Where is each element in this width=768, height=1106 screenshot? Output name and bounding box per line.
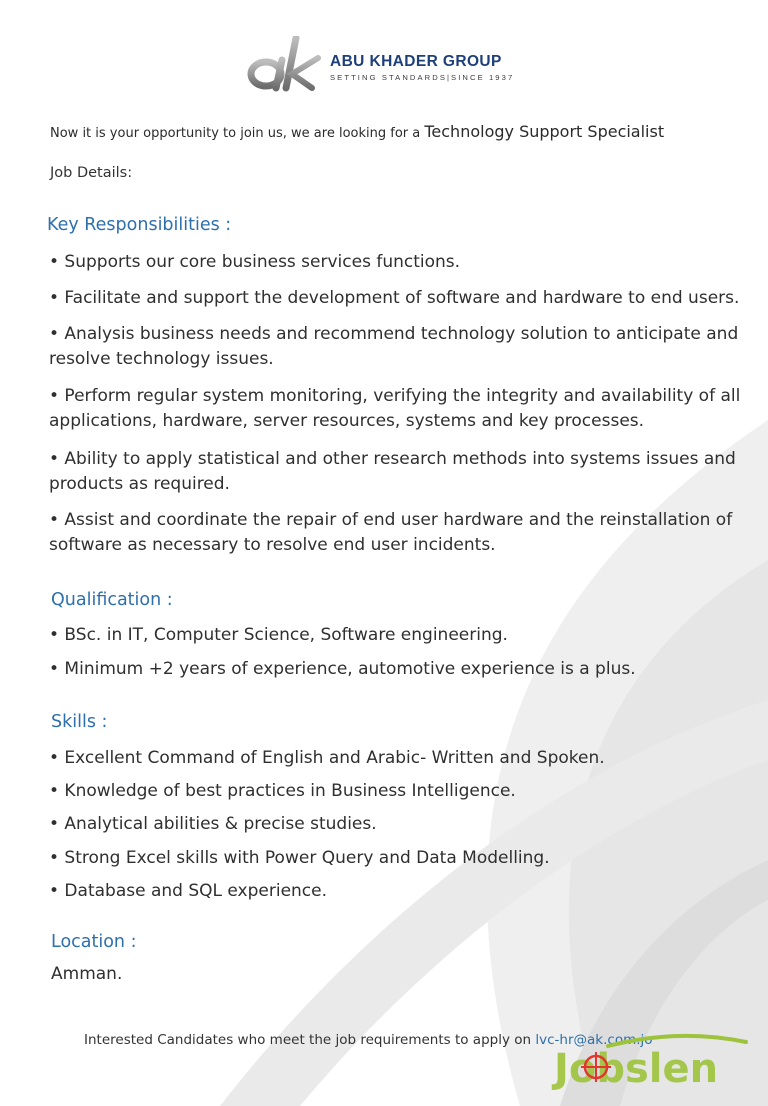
- apply-email-link[interactable]: lvc-hr@ak.com.jo: [535, 1032, 653, 1048]
- job-title: Technology Support Specialist: [424, 122, 665, 141]
- skill-item: • Strong Excel skills with Power Query and Data Modelling.: [49, 848, 550, 868]
- ak-logo-mark: [246, 36, 328, 92]
- company-name: ABU KHADER GROUP: [330, 53, 502, 70]
- responsibility-item: • Perform regular system monitoring, verifying the integrity and availability of all applications, hardware, server resources, systems and key processes.: [49, 386, 741, 431]
- intro-line: [50, 122, 664, 141]
- responsibility-item: • Ability to apply statistical and other research methods into systems issues and products as required.: [49, 449, 736, 494]
- responsibility-item: • Assist and coordinate the repair of end user hardware and the reinstallation of software as necessary to resolve end user incidents.: [49, 510, 733, 555]
- skill-item: • Excellent Command of English and Arabic- Written and Spoken.: [49, 748, 605, 768]
- location-heading: Location :: [51, 932, 137, 952]
- qualification-item: • BSc. in IT, Computer Science, Software engineering.: [49, 625, 508, 645]
- intro-text: Now it is your opportunity to join us, we are looking for a: [50, 126, 421, 141]
- skills-heading: Skills :: [51, 712, 108, 732]
- location-value: Amman.: [51, 964, 123, 984]
- skill-item: • Database and SQL experience.: [49, 881, 328, 901]
- company-tagline: SETTING STANDARDS|SINCE 1937: [330, 73, 515, 82]
- jobslen-watermark: [548, 1032, 758, 1090]
- qualification-heading: Qualification :: [51, 590, 173, 610]
- company-logo: [246, 36, 536, 92]
- skill-item: • Analytical abilities & precise studies.: [49, 814, 377, 834]
- job-details-label: Job Details:: [50, 165, 133, 181]
- responsibilities-heading: Key Responsibilities :: [47, 215, 232, 235]
- watermark-text: Jobslen: [554, 1046, 719, 1090]
- skill-item: • Knowledge of best practices in Business Intelligence.: [49, 781, 516, 801]
- responsibility-item: • Supports our core business services functions.: [49, 252, 461, 272]
- responsibility-item: • Facilitate and support the development of software and hardware to end users.: [49, 288, 740, 308]
- qualification-item: • Minimum +2 years of experience, automotive experience is a plus.: [49, 659, 636, 679]
- responsibility-item: • Analysis business needs and recommend technology solution to anticipate and resolve technology issues.: [49, 324, 739, 369]
- apply-text: Interested Candidates who meet the job requirements to apply on: [84, 1032, 532, 1048]
